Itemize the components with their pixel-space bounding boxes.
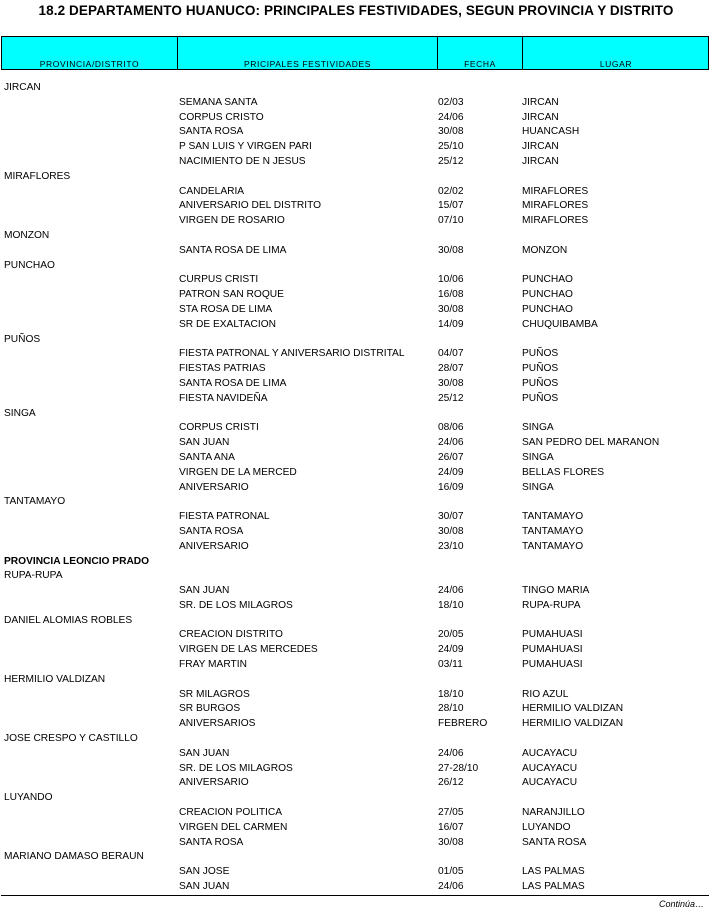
lugar-cell: TANTAMAYO xyxy=(522,511,584,523)
lugar-cell: TANTAMAYO xyxy=(522,540,584,552)
lugar-cell: MONZON xyxy=(522,244,568,256)
table-row xyxy=(0,880,712,895)
fecha-cell: 25/12 xyxy=(438,392,464,404)
fecha-cell: 27/05 xyxy=(438,807,464,819)
fecha-cell: 24/06 xyxy=(438,747,464,759)
district-name: TANTAMAYO xyxy=(4,496,66,508)
lugar-cell: PUNCHAO xyxy=(522,289,573,301)
lugar-cell: MIRAFLORES xyxy=(522,200,589,212)
header-lugar: LUGAR xyxy=(599,59,633,69)
festividad-cell: SAN JUAN xyxy=(179,585,230,597)
lugar-cell: HUANCASH xyxy=(522,126,580,138)
festividad-cell: SANTA ROSA DE LIMA xyxy=(179,377,287,389)
lugar-cell: BELLAS FLORES xyxy=(522,466,605,478)
fecha-cell: 04/07 xyxy=(438,348,464,360)
table-row xyxy=(0,303,712,318)
festividad-cell: VIRGEN DEL CARMEN xyxy=(179,821,288,833)
page-title: 18.2 DEPARTAMENTO HUANUCO: PRINCIPALES FESTIVIDADES, SEGUN PROVINCIA Y DISTRITO xyxy=(38,3,674,18)
district-row xyxy=(0,569,712,584)
festividad-cell: SAN JUAN xyxy=(179,437,230,449)
fecha-cell: 15/07 xyxy=(438,200,464,212)
fecha-cell: 16/09 xyxy=(438,481,464,493)
continued-note: Continúa… xyxy=(658,899,704,909)
table-row xyxy=(0,214,712,229)
festividad-cell: ANIVERSARIO xyxy=(179,540,249,552)
festividad-cell: P SAN LUIS Y VIRGEN PARI xyxy=(179,141,312,153)
lugar-cell: JIRCAN xyxy=(522,96,559,108)
district-row xyxy=(0,732,712,747)
lugar-cell: PUÑOS xyxy=(522,348,559,360)
festividad-cell: CREACION DISTRITO xyxy=(179,629,283,641)
fecha-cell: 16/07 xyxy=(438,821,464,833)
table-row xyxy=(0,273,712,288)
fecha-cell: 18/10 xyxy=(438,688,464,700)
table-row xyxy=(0,481,712,496)
festividad-cell: CANDELARIA xyxy=(179,185,245,197)
fecha-cell: 30/08 xyxy=(438,836,464,848)
province-row xyxy=(0,555,712,570)
fecha-cell: 28/07 xyxy=(438,363,464,375)
table-row xyxy=(0,836,712,851)
table-row xyxy=(0,628,712,643)
fecha-cell: 10/06 xyxy=(438,274,464,286)
lugar-cell: MIRAFLORES xyxy=(522,215,589,227)
festividad-cell: STA ROSA DE LIMA xyxy=(179,303,273,315)
lugar-cell: TINGO MARIA xyxy=(522,585,590,597)
festividad-cell: SR. DE LOS MILAGROS xyxy=(179,599,293,611)
festividad-cell: CORPUS CRISTO xyxy=(179,111,264,123)
fecha-cell: FEBRERO xyxy=(438,718,488,730)
festividad-cell: CURPUS CRISTI xyxy=(179,274,259,286)
table-row xyxy=(0,806,712,821)
fecha-cell: 30/07 xyxy=(438,511,464,523)
table-row xyxy=(0,466,712,481)
fecha-cell: 25/12 xyxy=(438,155,464,167)
festividad-cell: VIRGEN DE LA MERCED xyxy=(179,466,297,478)
table-row xyxy=(0,347,712,362)
fecha-cell: 02/02 xyxy=(438,185,464,197)
lugar-cell: PUMAHUASI xyxy=(522,629,583,641)
festividad-cell: SR MILAGROS xyxy=(179,688,250,700)
district-row xyxy=(0,614,712,629)
festividad-cell: FIESTA PATRONAL Y ANIVERSARIO DISTRITAL xyxy=(179,348,405,360)
lugar-cell: AUCAYACU xyxy=(522,747,578,759)
festividad-cell: SANTA ANA xyxy=(179,451,235,463)
table-row xyxy=(0,199,712,214)
fecha-cell: 08/06 xyxy=(438,422,464,434)
district-row xyxy=(0,333,712,348)
lugar-cell: SINGA xyxy=(522,451,554,463)
lugar-cell: PUÑOS xyxy=(522,363,559,375)
fecha-cell: 24/06 xyxy=(438,437,464,449)
fecha-cell: 03/11 xyxy=(438,659,463,671)
festividad-cell: VIRGEN DE LAS MERCEDES xyxy=(179,644,318,656)
festividad-cell: VIRGEN DE ROSARIO xyxy=(179,215,285,227)
lugar-cell: SINGA xyxy=(522,481,554,493)
fecha-cell: 14/09 xyxy=(438,318,464,330)
district-row xyxy=(0,850,712,865)
table-row xyxy=(0,140,712,155)
table-row xyxy=(0,111,712,126)
district-name: LUYANDO xyxy=(4,792,53,804)
district-row xyxy=(0,81,712,96)
festividad-cell: ANIVERSARIO xyxy=(179,481,249,493)
district-name: HERMILIO VALDIZAN xyxy=(4,673,106,685)
table-row xyxy=(0,244,712,259)
table-bottom-divider xyxy=(1,895,709,896)
lugar-cell: PUNCHAO xyxy=(522,303,573,315)
festividad-cell: FRAY MARTIN xyxy=(179,659,247,671)
fecha-cell: 16/08 xyxy=(438,289,464,301)
lugar-cell: LUYANDO xyxy=(522,821,571,833)
district-row xyxy=(0,673,712,688)
lugar-cell: HERMILIO VALDIZAN xyxy=(522,718,624,730)
district-row xyxy=(0,229,712,244)
district-name: DANIEL ALOMIAS ROBLES xyxy=(4,614,133,626)
table-row xyxy=(0,436,712,451)
lugar-cell: TANTAMAYO xyxy=(522,525,584,537)
festividad-cell: SEMANA SANTA xyxy=(179,96,258,108)
fecha-cell: 25/10 xyxy=(438,141,464,153)
fecha-cell: 28/10 xyxy=(438,703,464,715)
festividad-cell: SAN JUAN xyxy=(179,881,230,893)
lugar-cell: PUÑOS xyxy=(522,377,559,389)
festividad-cell: SR BURGOS xyxy=(179,703,241,715)
table-row xyxy=(0,362,712,377)
table-row xyxy=(0,451,712,466)
header-fecha: FECHA xyxy=(438,37,523,69)
lugar-cell: JIRCAN xyxy=(522,141,559,153)
festividad-cell: ANIVERSARIOS xyxy=(179,718,256,730)
district-name: SINGA xyxy=(4,407,36,419)
table-row xyxy=(0,155,712,170)
district-row xyxy=(0,495,712,510)
lugar-cell: PUNCHAO xyxy=(522,274,573,286)
lugar-cell: SAN PEDRO DEL MARANON xyxy=(522,437,660,449)
fecha-cell: 20/05 xyxy=(438,629,464,641)
festividad-cell: CORPUS CRISTI xyxy=(179,422,259,434)
table-row xyxy=(0,821,712,836)
festividad-cell: SANTA ROSA xyxy=(179,836,244,848)
province-name: PROVINCIA LEONCIO PRADO xyxy=(4,555,150,567)
festividad-cell: FIESTAS PATRIAS xyxy=(179,363,266,375)
table-row xyxy=(0,658,712,673)
festividad-cell: CREACION POLITICA xyxy=(179,807,283,819)
district-name: PUÑOS xyxy=(4,333,41,345)
fecha-cell: 26/12 xyxy=(438,777,464,789)
lugar-cell: NARANJILLO xyxy=(522,807,585,819)
fecha-cell: 24/09 xyxy=(438,466,464,478)
festividad-cell: SANTA ROSA xyxy=(179,525,244,537)
table-row xyxy=(0,643,712,658)
festividad-cell: SANTA ROSA DE LIMA xyxy=(179,244,287,256)
festividad-cell: NACIMIENTO DE N JESUS xyxy=(179,155,306,167)
lugar-cell: AUCAYACU xyxy=(522,777,578,789)
lugar-cell: HERMILIO VALDIZAN xyxy=(522,703,624,715)
fecha-cell: 30/08 xyxy=(438,377,464,389)
table-row xyxy=(0,288,712,303)
festividad-cell: PATRON SAN ROQUE xyxy=(179,289,284,301)
fecha-cell: 30/08 xyxy=(438,126,464,138)
lugar-cell: LAS PALMAS xyxy=(522,881,585,893)
lugar-cell: JIRCAN xyxy=(522,111,559,123)
festividad-cell: FIESTA NAVIDEÑA xyxy=(179,392,268,404)
fecha-cell: 27-28/10 xyxy=(438,762,479,774)
table-row xyxy=(0,688,712,703)
table-row xyxy=(0,125,712,140)
festividad-cell: SAN JUAN xyxy=(179,747,230,759)
table-row xyxy=(0,392,712,407)
lugar-cell: SINGA xyxy=(522,422,554,434)
lugar-cell: RUPA-RUPA xyxy=(522,599,581,611)
table-row xyxy=(0,776,712,791)
fecha-cell: 18/10 xyxy=(438,599,464,611)
table-row xyxy=(0,96,712,111)
table-row xyxy=(0,702,712,717)
festividad-cell: ANIVERSARIO DEL DISTRITO xyxy=(179,200,322,212)
district-name: JOSE CRESPO Y CASTILLO xyxy=(4,733,138,745)
fecha-cell: 30/08 xyxy=(438,303,464,315)
table-row xyxy=(0,599,712,614)
fecha-cell: 01/05 xyxy=(438,866,464,878)
header-principales-festividades: PRICIPALES FESTIVIDADES xyxy=(178,37,438,69)
lugar-cell: JIRCAN xyxy=(522,155,559,167)
header-provincia-distrito: PROVINCIA/DISTRITO xyxy=(2,37,178,69)
lugar-cell: RIO AZUL xyxy=(522,688,569,700)
table-row xyxy=(0,185,712,200)
lugar-cell: LAS PALMAS xyxy=(522,866,585,878)
table-row xyxy=(0,747,712,762)
fecha-cell: 24/06 xyxy=(438,111,464,123)
fecha-cell: 30/08 xyxy=(438,244,464,256)
lugar-cell: AUCAYACU xyxy=(522,762,578,774)
lugar-cell: SANTA ROSA xyxy=(522,836,587,848)
lugar-cell: PUMAHUASI xyxy=(522,644,583,656)
lugar-cell: MIRAFLORES xyxy=(522,185,589,197)
district-row xyxy=(0,407,712,422)
festividad-cell: ANIVERSARIO xyxy=(179,777,249,789)
festividad-cell: SANTA ROSA xyxy=(179,126,244,138)
fecha-cell: 23/10 xyxy=(438,540,464,552)
fecha-cell: 24/09 xyxy=(438,644,464,656)
fecha-cell: 02/03 xyxy=(438,96,464,108)
festividad-cell: SR DE EXALTACION xyxy=(179,318,276,330)
district-name: MIRAFLORES xyxy=(4,170,71,182)
table-row xyxy=(0,377,712,392)
district-row xyxy=(0,791,712,806)
table-body xyxy=(0,81,712,895)
table-row xyxy=(0,717,712,732)
district-name: MONZON xyxy=(4,229,50,241)
table-row xyxy=(0,540,712,555)
table-row xyxy=(0,762,712,777)
table-row xyxy=(0,865,712,880)
table-row xyxy=(0,510,712,525)
fecha-cell: 26/07 xyxy=(438,451,464,463)
table-header xyxy=(1,36,709,70)
festividad-cell: FIESTA PATRONAL xyxy=(179,511,270,523)
fecha-cell: 30/08 xyxy=(438,525,464,537)
festividad-cell: SR. DE LOS MILAGROS xyxy=(179,762,293,774)
table-row xyxy=(0,584,712,599)
district-name: JIRCAN xyxy=(4,82,41,93)
district-name: PUNCHAO xyxy=(4,259,55,271)
district-name: RUPA-RUPA xyxy=(4,570,63,582)
district-row xyxy=(0,170,712,185)
table-row xyxy=(0,318,712,333)
district-row xyxy=(0,259,712,274)
lugar-cell: PUMAHUASI xyxy=(522,659,583,671)
festividad-cell: SAN JOSE xyxy=(179,866,230,878)
lugar-cell: CHUQUIBAMBA xyxy=(522,318,598,330)
district-name: MARIANO DAMASO BERAUN xyxy=(4,851,144,863)
table-row xyxy=(0,525,712,540)
fecha-cell: 07/10 xyxy=(438,215,464,227)
fecha-cell: 24/06 xyxy=(438,585,464,597)
table-row xyxy=(0,421,712,436)
fecha-cell: 24/06 xyxy=(438,881,464,893)
lugar-cell: PUÑOS xyxy=(522,392,559,404)
